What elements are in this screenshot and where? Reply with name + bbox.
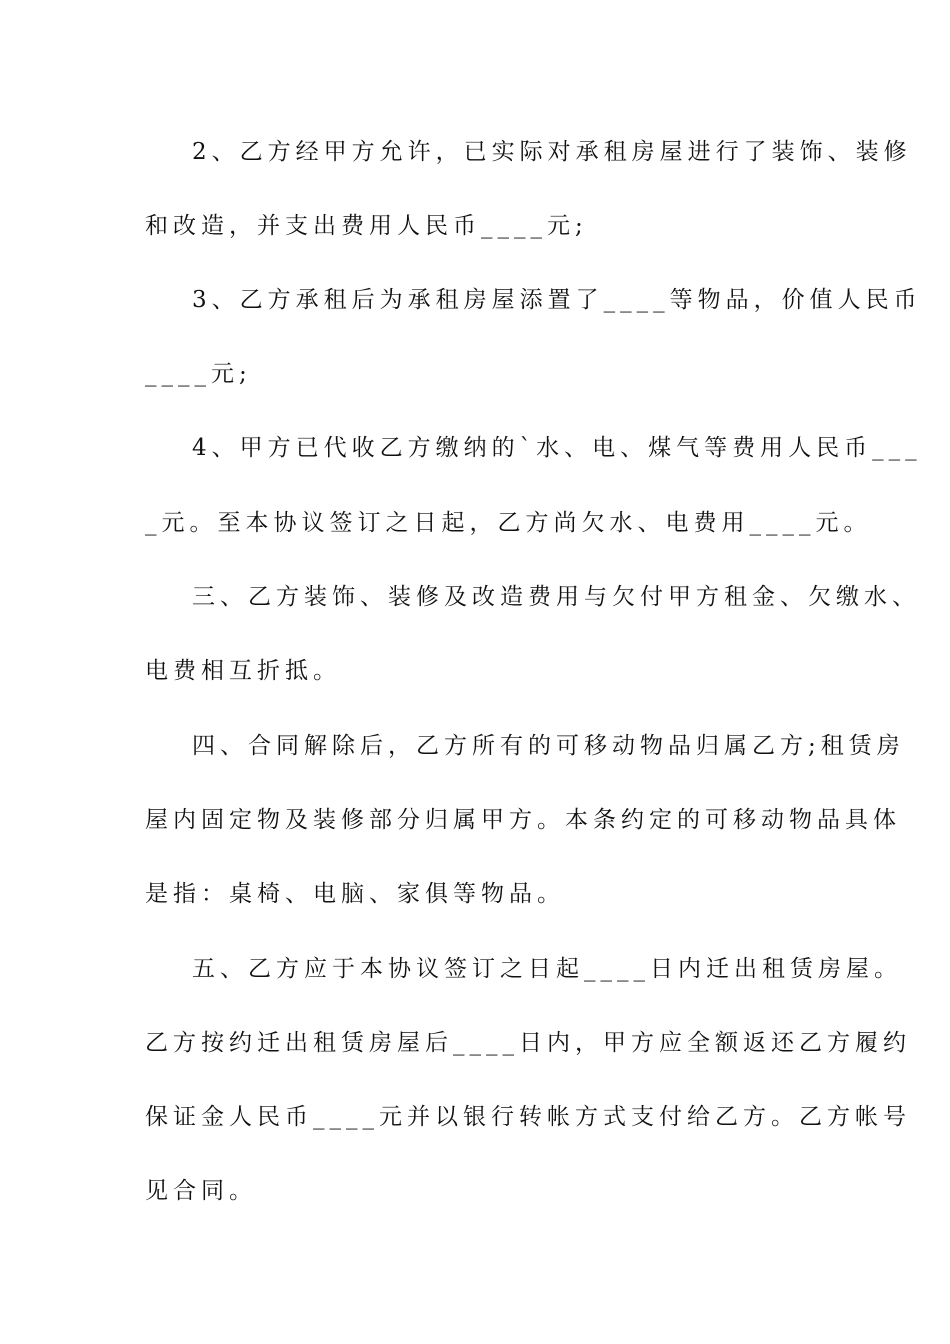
- section-4-line-1: 四、合同解除后，乙方所有的可移动物品归属乙方;租赁房: [192, 733, 905, 759]
- paragraph-4-line-2: _元。至本协议签订之日起，乙方尚欠水、电费用____元。: [145, 510, 872, 536]
- section-4-line-3: 是指：桌椅、电脑、家俱等物品。: [145, 881, 565, 907]
- section-3-line-1: 三、乙方装饰、装修及改造费用与欠付甲方租金、欠缴水、: [192, 584, 920, 610]
- section-5-line-4: 见合同。: [145, 1178, 257, 1204]
- paragraph-3-line-1: 3、乙方承租后为承租房屋添置了____等物品，价值人民币: [192, 287, 922, 313]
- section-5-line-1: 五、乙方应于本协议签订之日起____日内迁出租赁房屋。: [192, 956, 902, 982]
- paragraph-3-line-2: ____元;: [145, 361, 252, 387]
- paragraph-2-line-1: 2、乙方经甲方允许，已实际对承租房屋进行了装饰、装修: [192, 139, 912, 165]
- section-4-line-2: 屋内固定物及装修部分归属甲方。本条约定的可移动物品具体: [145, 807, 901, 833]
- paragraph-2-line-2: 和改造，并支出费用人民币____元;: [145, 213, 588, 239]
- section-5-line-2: 乙方按约迁出租赁房屋后____日内，甲方应全额返还乙方履约: [145, 1030, 911, 1056]
- section-5-line-3: 保证金人民币____元并以银行转帐方式支付给乙方。乙方帐号: [145, 1104, 911, 1130]
- paragraph-4-line-1: 4、甲方已代收乙方缴纳的`水、电、煤气等费用人民币___: [192, 435, 922, 461]
- section-3-line-2: 电费相互折抵。: [145, 658, 341, 684]
